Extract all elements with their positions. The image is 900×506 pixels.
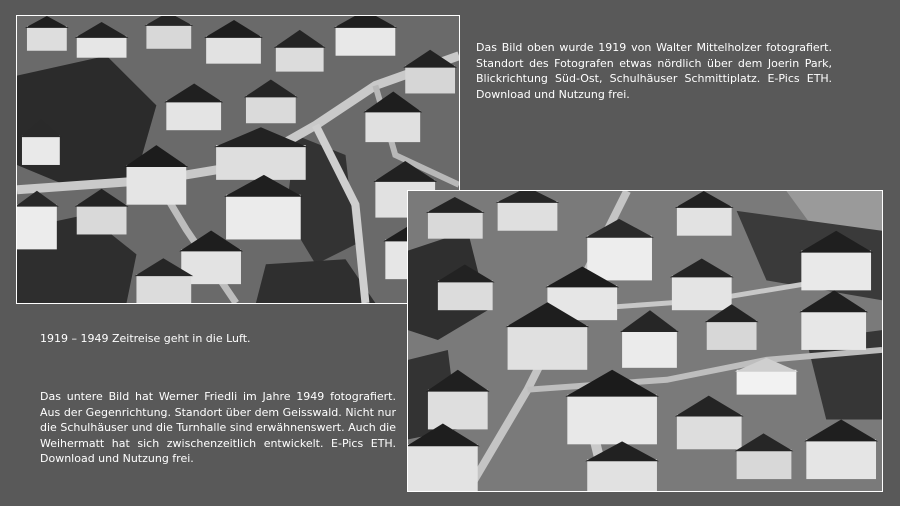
aerial-photo-1919-image [17, 16, 459, 303]
aerial-photo-1919 [16, 15, 460, 304]
aerial-photo-1949-image [408, 191, 882, 491]
caption-top: Das Bild oben wurde 1919 von Walter Mittelholzer fotografiert. Standort des Fotografen etwas nördlich über dem Joerin Park, Blickrichtung Süd-Ost, Schulhäuser Schmittiplatz. E-Pics ETH. Download und Nutzung frei. [476, 41, 832, 101]
timetravel-line: 1919 – 1949 Zeitreise geht in die Luft. [40, 332, 251, 345]
caption-bottom: Das untere Bild hat Werner Friedli im Jahre 1949 fotografiert. Aus der Gegenrichtung. Standort über dem Geisswald. Nicht nur die Schulhäuser und die Turnhalle sind erwähnenswert. Auch die Weihermatt hat sich zwischenzeitlich entwickelt. E-Pics ETH. Download und Nutzung frei. [40, 390, 396, 465]
aerial-photo-1949 [407, 190, 883, 492]
